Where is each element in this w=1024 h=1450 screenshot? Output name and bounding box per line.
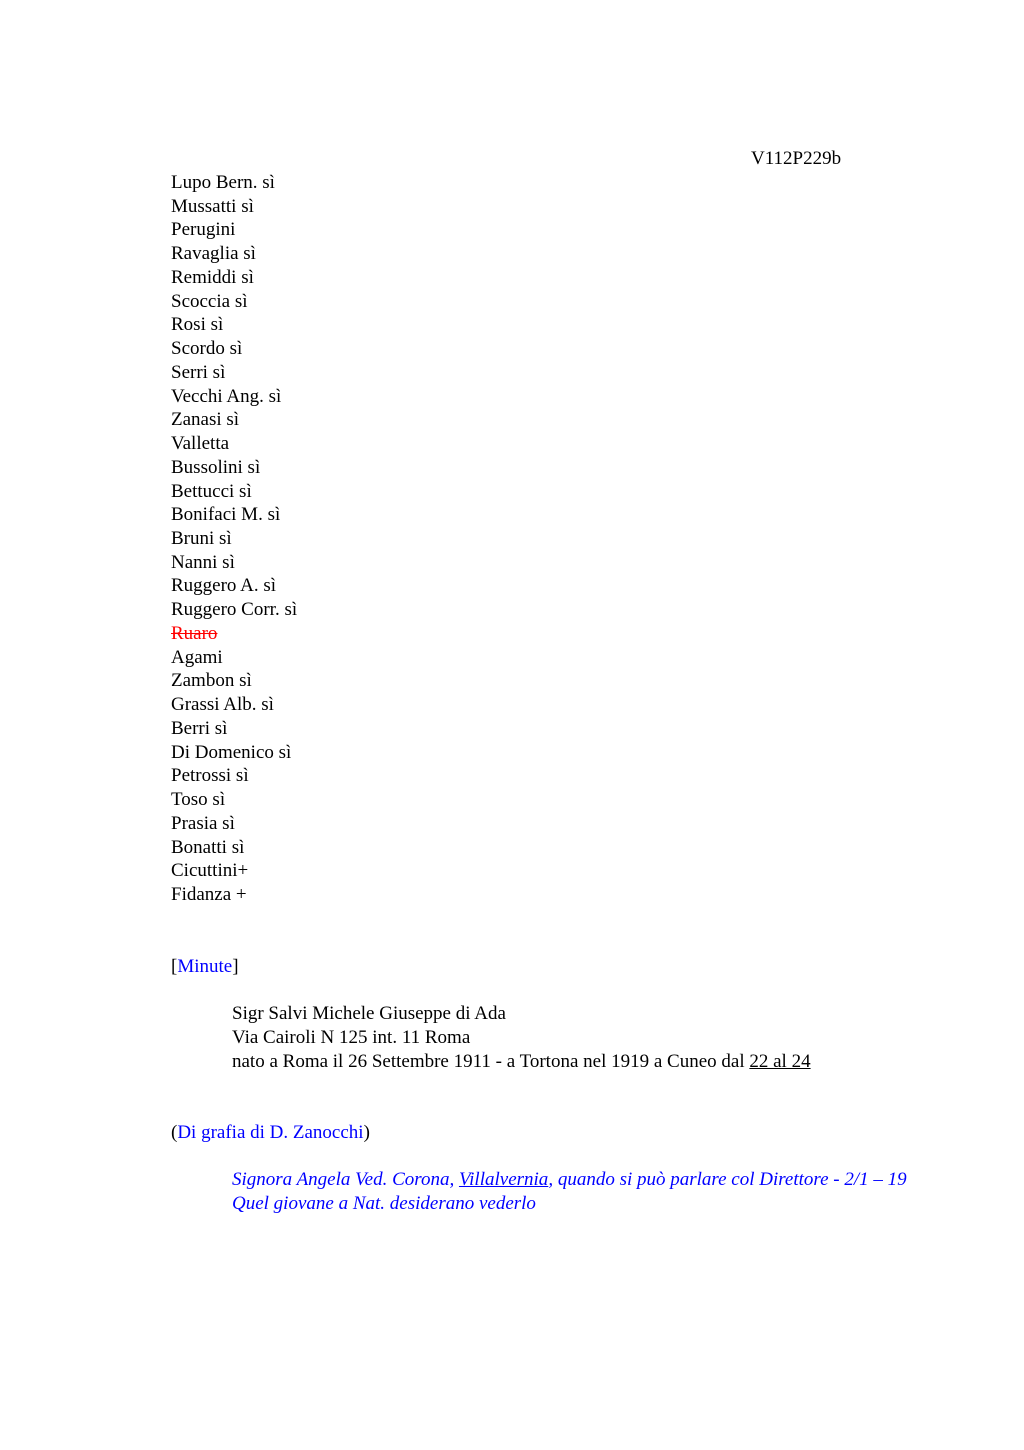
name-entry: Bruni sì [171,528,232,550]
name-entry: Nanni sì [171,551,235,573]
name-entry: Petrossi sì [171,765,249,787]
name-entry: Ruggero A. sì [171,575,277,597]
name-entry: Rosi sì [171,314,224,336]
name-entry: Di Domenico sì [171,741,292,763]
handwritten-note [171,1168,911,1216]
grafia-paren-open: ( [171,1122,178,1143]
name-entry: Fidanza + [171,884,247,906]
name-entry: Zanasi sì [171,409,240,431]
note-line-corona [171,1168,911,1192]
name-entry: Bonatti sì [171,836,245,858]
name-entry-struck: Ruaro [171,622,218,644]
name-entry: Remiddi sì [171,266,254,288]
name-entry: Serri sì [171,361,226,383]
name-entry: Bussolini sì [171,456,261,478]
minute-heading [171,955,239,979]
name-entry: Bettucci sì [171,480,252,502]
note-line-giovane: Quel giovane a Nat. desiderano vederlo [232,1193,536,1214]
minute-bracket-close: ] [232,956,239,977]
name-entry: Berri sì [171,717,228,739]
name-entry: Lupo Bern. sì [171,172,275,193]
page-code: V112P229b [751,148,842,169]
name-entry: Toso sì [171,789,226,811]
name-entry: Prasia sì [171,812,235,834]
name-list [171,171,297,907]
name-entry: Zambon sì [171,670,252,692]
name-entry: Vecchi Ang. sì [171,385,282,407]
grafia-paren-close: ) [363,1122,370,1143]
grafia-heading [171,1121,370,1145]
name-entry: Ruggero Corr. sì [171,599,298,621]
name-entry: Valletta [171,433,230,455]
minute-bracket-open: [ [171,956,178,977]
name-entry: Mussatti sì [171,195,254,217]
name-entry: Scoccia sì [171,290,248,312]
name-entry: Ravaglia sì [171,243,256,265]
address-block [232,1002,811,1074]
name-entry: Scordo sì [171,338,243,360]
address-line-name: Sigr Salvi Michele Giuseppe di Ada [232,1003,506,1024]
note-place-villalvernia: Villalvernia [458,1169,549,1190]
address-line-street: Via Cairoli N 125 int. 11 Roma [232,1027,471,1048]
grafia-label: Di grafia di D. Zanocchi [177,1122,364,1143]
name-entry: Bonifaci M. sì [171,504,281,526]
minute-label: Minute [177,956,233,977]
name-entry: Agami [171,646,223,668]
note-corona-prefix: Signora Angela Ved. Corona, [232,1169,459,1190]
address-birth-years: 22 al 24 [749,1051,811,1072]
address-birth-text: nato a Roma il 26 Settembre 1911 - a Tortona nel 1919 a Cuneo dal [232,1051,750,1072]
note-corona-suffix: , quando si può parlare col Direttore - 2/1 – 19 [548,1169,907,1190]
name-entry: Perugini [171,219,236,241]
name-entry: Cicuttini+ [171,860,249,882]
name-entry: Grassi Alb. sì [171,694,274,716]
address-line-birth [232,1050,811,1074]
